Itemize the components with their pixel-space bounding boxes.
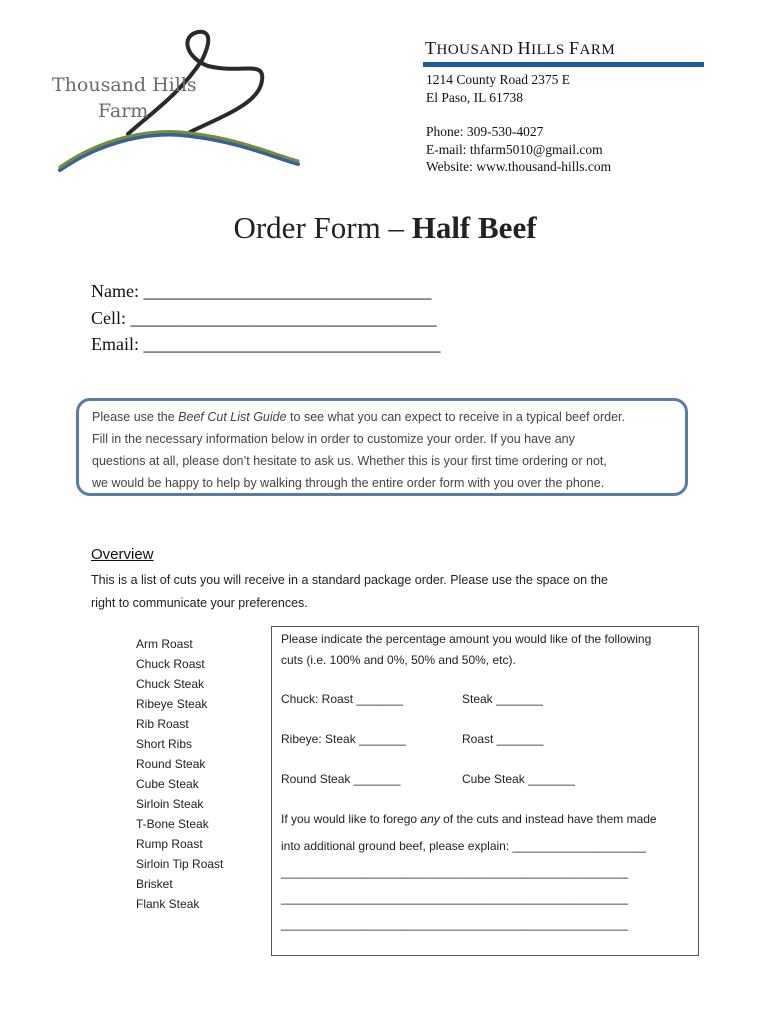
forego-text: If you would like to forego any of the cuts and instead have them made bbox=[281, 812, 657, 826]
cut-list-item: Flank Steak bbox=[136, 897, 200, 911]
round-steak-field[interactable]: Round Steak _______ bbox=[281, 772, 401, 786]
explain-blank-line-3[interactable]: ____________________________________________________ bbox=[281, 917, 629, 931]
cut-list-item: Chuck Roast bbox=[136, 657, 205, 671]
cut-list-item: Sirloin Steak bbox=[136, 797, 204, 811]
instructions-box bbox=[76, 398, 688, 496]
customer-fields bbox=[91, 278, 441, 358]
rib-roast-field[interactable]: Roast _______ bbox=[462, 732, 544, 746]
cut-list-item: Ribeye Steak bbox=[136, 697, 208, 711]
ribeye-steak-field[interactable]: Ribeye: Steak _______ bbox=[281, 732, 406, 746]
cut-list-item: Sirloin Tip Roast bbox=[136, 857, 224, 871]
cut-list-item: Chuck Steak bbox=[136, 677, 205, 691]
page-title: Order Form – Half Beef bbox=[233, 210, 537, 245]
instructions-line-4: we would be happy to help by walking through the entire order form with you over the phone. bbox=[92, 476, 605, 490]
cut-list-item: Round Steak bbox=[136, 757, 206, 771]
address-line-1: 1214 County Road 2375 E bbox=[426, 72, 570, 87]
cut-list-item: Arm Roast bbox=[136, 637, 193, 651]
preferences-box bbox=[271, 626, 699, 956]
instructions-line-2: Fill in the necessary information below in order to customize your order. If you have any bbox=[92, 432, 575, 446]
contact-block bbox=[426, 71, 611, 176]
hills-logo-icon bbox=[40, 22, 310, 177]
pref-intro-line-2: cuts (i.e. 100% and 0%, 50% and 50%, etc). bbox=[281, 653, 516, 667]
cut-list-item: Rump Roast bbox=[136, 837, 203, 851]
cut-list-item: Rib Roast bbox=[136, 717, 189, 731]
cell-field[interactable]: Cell: __________________________________ bbox=[91, 307, 437, 328]
cut-list-guide-reference: Beef Cut List Guide bbox=[178, 410, 287, 424]
cut-list-item: T-Bone Steak bbox=[136, 817, 209, 831]
instructions-line-3: questions at all, please don’t hesitate to ask us. Whether this is your first time ordering or not, bbox=[92, 454, 607, 468]
instructions-line-1: Please use the Beef Cut List Guide to see what you can expect to receive in a typical beef order. bbox=[92, 410, 625, 424]
pref-intro-line-1: Please indicate the percentage amount you would like of the following bbox=[281, 632, 652, 646]
email-field[interactable]: Email: _________________________________ bbox=[91, 334, 441, 354]
ground-beef-explain-field[interactable]: into additional ground beef, please explain: ____________________ bbox=[281, 839, 646, 853]
website-text: Website: www.thousand-hills.com bbox=[426, 159, 612, 174]
logo-title-line2: Farm bbox=[98, 100, 149, 122]
phone-text: Phone: 309-530-4027 bbox=[426, 124, 544, 139]
name-field[interactable]: Name: ________________________________ bbox=[91, 281, 432, 301]
explain-blank-line-2[interactable]: ____________________________________________________ bbox=[281, 891, 629, 905]
address-line-2: El Paso, IL 61738 bbox=[426, 89, 523, 105]
logo-title-line1: Thousand Hills bbox=[52, 74, 197, 96]
overview-heading: Overview bbox=[91, 546, 154, 563]
header-divider bbox=[423, 62, 704, 67]
explain-blank-line-1[interactable]: ____________________________________________________ bbox=[281, 865, 629, 879]
cut-list bbox=[136, 634, 223, 914]
cut-list-item: Cube Steak bbox=[136, 777, 199, 791]
email-text: E-mail: thfarm5010@gmail.com bbox=[426, 141, 603, 157]
farm-name-heading: THOUSAND HILLS FARM bbox=[425, 38, 616, 58]
overview-text: This is a list of cuts you will receive in a standard package order. Please use the space on the right to communicate your preferences. bbox=[91, 573, 608, 610]
cut-list-item: Brisket bbox=[136, 877, 173, 891]
cube-steak-field[interactable]: Cube Steak _______ bbox=[462, 772, 575, 786]
chuck-roast-field[interactable]: Chuck: Roast _______ bbox=[281, 692, 404, 706]
farm-logo bbox=[40, 22, 310, 177]
cut-list-item: Short Ribs bbox=[136, 737, 193, 751]
chuck-steak-field[interactable]: Steak _______ bbox=[462, 692, 543, 706]
